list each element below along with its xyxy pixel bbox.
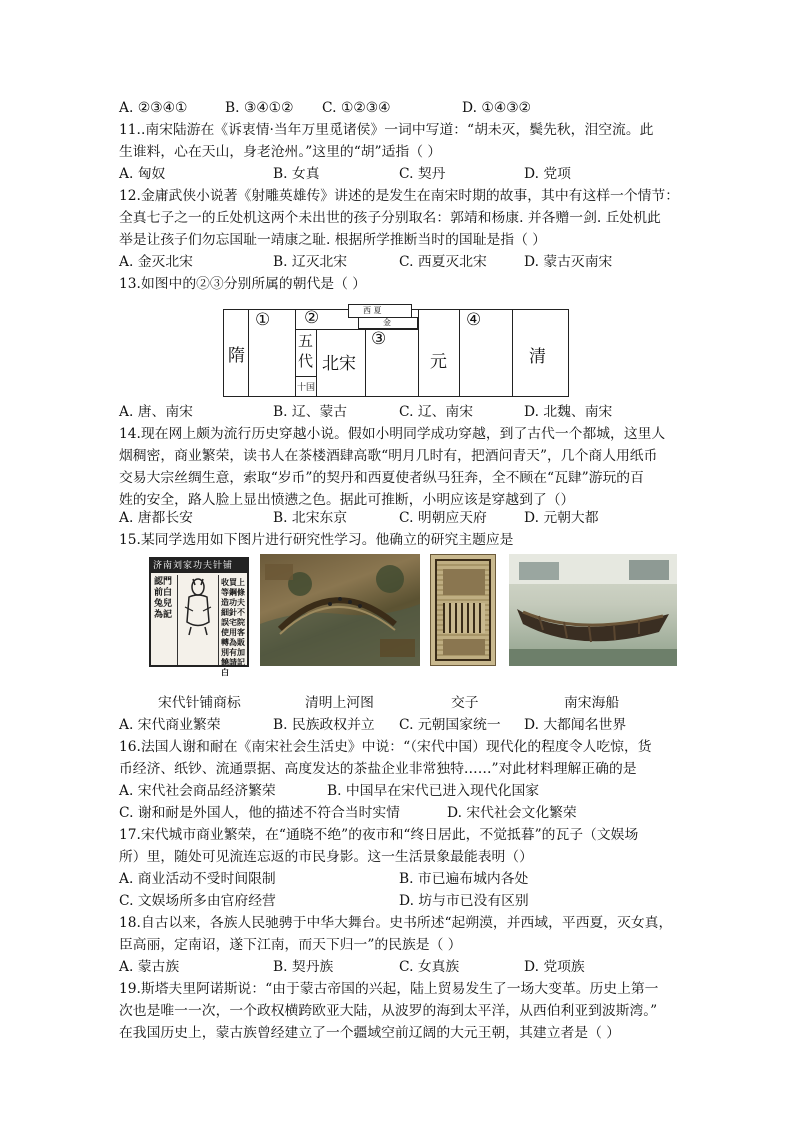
q18-option-d: D. 党项族 xyxy=(524,959,585,975)
q12-option-a: A. 金灭北宋 xyxy=(119,254,193,270)
q13-option-a: A. 唐、南宋 xyxy=(119,404,193,420)
ship-icon xyxy=(509,554,677,666)
q17-option-b: B. 市已遍布城内各处 xyxy=(399,871,529,887)
q18-stem-line2: 臣高丽，定南诏，遂下江南，而天下归一”的民族是（ ） xyxy=(119,937,462,953)
q13-option-d: D. 北魏、南宋 xyxy=(524,404,613,420)
q14-stem-line1: 14.现在网上颇为流行历史穿越小说。假如小明同学成功穿越，到了古代一个都城，这里人 xyxy=(119,426,666,442)
q19-stem-line1: 19.斯塔夫里阿诺斯说：“由于蒙古帝国的兴起，陆上贸易发生了一场大变革。历史上第一 xyxy=(119,981,659,997)
q12-stem-line2: 全真七子之一的丘处机这两个未出世的孩子分别取名：郭靖和杨康. 并各赠一剑. 丘处机此 xyxy=(119,210,661,226)
q17-option-c: C. 文娱场所多由官府经营 xyxy=(119,893,276,909)
trademark-left-column: 認門前白兔兒為記 xyxy=(154,577,173,620)
q12-stem-line3: 举是让孩子们勿忘国耻一靖康之耻. 根据所学推断当时的国耻是指（ ） xyxy=(119,232,547,248)
q12-option-d: D. 蒙古灭南宋 xyxy=(524,254,613,270)
q16-stem-line2: 币经济、纸钞、流通票据、高度发达的茶盐企业非常独特……”对此材料理解正确的是 xyxy=(119,761,637,777)
q17-stem-line2: 所）里，随处可见流连忘返的市民身影。这一生活景象最能表明（） xyxy=(119,849,533,865)
q14-stem-line2: 烟稠密，商业繁荣，读书人在茶楼酒肆高歌“明月几时有，把酒问青天”，几个商人用纸币 xyxy=(119,448,658,464)
q14-stem-line4: 姓的安全，路人脸上显出愤懑之色。据此可推断，小明应该是穿越到了（） xyxy=(119,492,575,508)
q11-option-b: B. 女真 xyxy=(273,166,320,182)
q15-option-b: B. 民族政权并立 xyxy=(273,717,375,733)
q16-option-c: C. 谢和耐是外国人，他的描述不符合当时实情 xyxy=(119,805,400,821)
q11-option-a: A. 匈奴 xyxy=(119,166,166,182)
q15-option-d: D. 大都闻名世界 xyxy=(524,717,627,733)
q18-option-c: C. 女真族 xyxy=(399,959,460,975)
q15-option-c: C. 元朝国家统一 xyxy=(399,717,501,733)
q11-stem-line2: 生谁料，心在天山，身老沧州。”这里的“胡”适指（ ） xyxy=(119,144,442,160)
white-rabbit-icon xyxy=(181,577,215,637)
needle-shop-trademark-image xyxy=(149,557,249,677)
q13-option-b: B. 辽、蒙古 xyxy=(273,404,348,420)
q12-option-c: C. 西夏灭北宋 xyxy=(399,254,487,270)
timeline-qing-label: 清 xyxy=(529,347,546,367)
q16-option-b: B. 中国早在宋代已进入现代化国家 xyxy=(327,783,540,799)
timeline-wudai-label: 五代 xyxy=(298,332,314,370)
q18-stem-line1: 18.自古以来，各族人民驰骋于中华大舞台。史书所述“起朔漠，并西域，平西夏，灭女真， xyxy=(119,915,673,931)
q12-stem-line1: 12.金庸武侠小说著《射雕英雄传》讲述的是发生在南宋时期的故事，其中有这样一个情节： xyxy=(119,188,680,204)
q11-option-c: C. 契丹 xyxy=(399,166,446,182)
q10-option-c: C. ①②③④ xyxy=(322,100,391,116)
q10-option-a: A. ②③④① xyxy=(119,100,188,116)
q17-option-d: D. 坊与市已没有区别 xyxy=(399,893,529,909)
q15-option-a: A. 宋代商业繁荣 xyxy=(119,717,221,733)
caption-ship: 南宋海船 xyxy=(564,695,620,711)
q13-option-c: C. 辽、南宋 xyxy=(399,404,474,420)
q19-stem-line3: 在我国历史上，蒙古族曾经建立了一个疆域空前辽阔的大元王朝，其建立者是（ ） xyxy=(119,1025,621,1041)
q11-option-d: D. 党项 xyxy=(524,166,571,182)
q11-stem-line1: 11..南宋陆游在《诉衷情·当年万里觅诸侯》一词中写道：“胡未灭，鬓先秋，泪空流。此 xyxy=(119,122,654,138)
jiaozi-banknote-image xyxy=(430,554,496,666)
timeline-sui-label: 隋 xyxy=(228,346,245,366)
q18-option-a: A. 蒙古族 xyxy=(119,959,180,975)
timeline-marker-2: ② xyxy=(304,308,320,328)
q10-option-d: D. ①④③② xyxy=(462,100,531,116)
timeline-xixia-label: 西 夏 xyxy=(363,306,382,315)
q10-option-b: B. ③④①② xyxy=(225,100,294,116)
q14-stem-line3: 交易大宗丝绸生意，索取“岁币”的契丹和西夏使者纵马狂奔，全不顾在“瓦肆”游玩的百 xyxy=(119,470,644,486)
q13-stem-line1: 13.如图中的②③分别所属的朝代是（ ） xyxy=(119,276,367,292)
q16-option-a: A. 宋代社会商品经济繁荣 xyxy=(119,783,276,799)
bridge-scene-icon xyxy=(260,554,420,666)
q18-option-b: B. 契丹族 xyxy=(273,959,334,975)
q15-stem-line1: 15.某同学选用如下图片进行研究性学习。他确立的研究主题应是 xyxy=(119,532,514,548)
southern-song-ship-image xyxy=(509,554,677,666)
dynasty-timeline xyxy=(223,304,569,399)
timeline-shiguo-label: 十国 xyxy=(297,383,316,393)
q17-stem-line1: 17.宋代城市商业繁荣，在“通晓不绝”的夜市和“终日居此，不觉抵暮”的瓦子（文娱场 xyxy=(119,827,639,843)
q16-stem-line1: 16.法国人谢和耐在《南宋社会生活史》中说：“（宋代中国）现代化的程度令人吃惊，货 xyxy=(119,739,652,755)
timeline-marker-3: ③ xyxy=(371,329,387,349)
trademark-title: 济南刘家功夫针铺 xyxy=(153,561,234,571)
timeline-marker-4: ④ xyxy=(466,310,482,330)
timeline-yuan-label: 元 xyxy=(430,352,447,372)
q14-option-c: C. 明朝应天府 xyxy=(399,510,487,526)
q17-option-a: A. 商业活动不受时间限制 xyxy=(119,871,276,887)
q16-option-d: D. 宋代社会文化繁荣 xyxy=(447,805,577,821)
q14-option-b: B. 北宋东京 xyxy=(273,510,348,526)
q12-option-b: B. 辽灭北宋 xyxy=(273,254,348,270)
q14-option-a: A. 唐都长安 xyxy=(119,510,193,526)
trademark-right-column: 收買上等鋼條造功夫細針不誤宅院使用客轉為販別有加饒請記白 xyxy=(221,577,245,677)
q19-stem-line2: 次也是唯一一次，一个政权横跨欧亚大陆，从波罗的海到太平洋，从西伯利亚到波斯湾。” xyxy=(119,1003,658,1019)
qingming-scroll-image xyxy=(260,554,420,666)
caption-qingming: 清明上河图 xyxy=(305,695,374,711)
caption-jiaozi: 交子 xyxy=(451,695,479,711)
q14-option-d: D. 元朝大都 xyxy=(524,510,599,526)
timeline-marker-1: ① xyxy=(255,310,271,330)
caption-needle-shop: 宋代针铺商标 xyxy=(158,695,241,711)
timeline-beisong-label: 北宋 xyxy=(322,354,356,374)
timeline-jin-label: 金 xyxy=(383,318,391,327)
